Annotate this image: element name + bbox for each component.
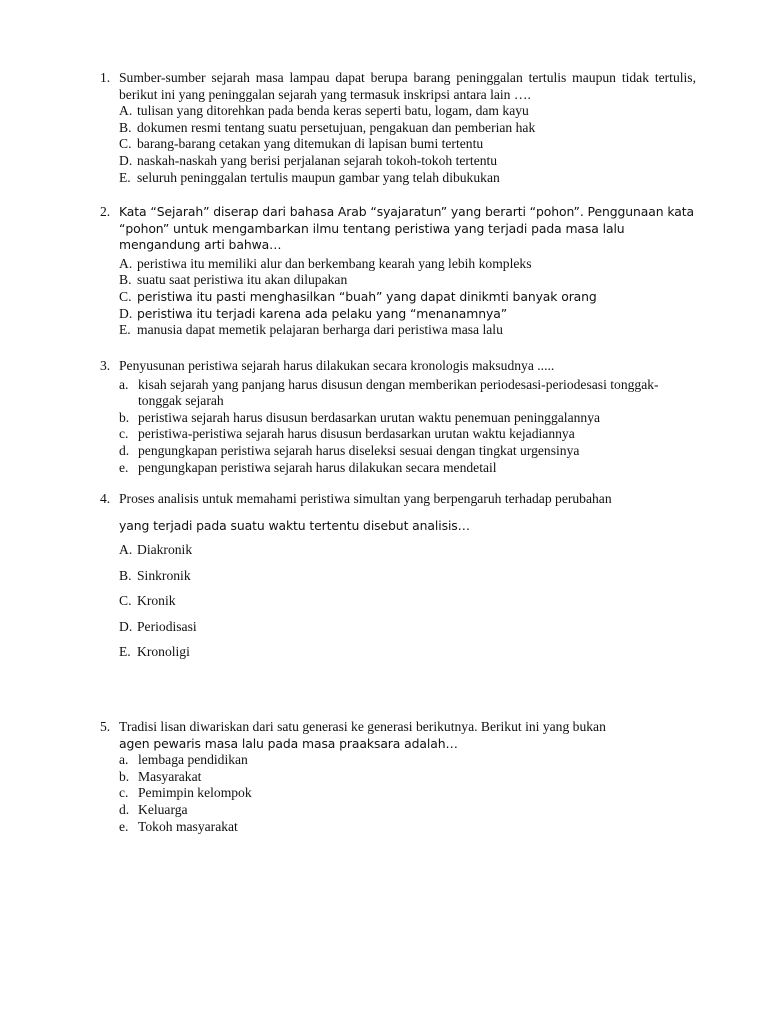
option-a [119,542,696,568]
option-list [100,256,696,339]
option-letter: D. [119,152,133,168]
option-e [119,819,696,836]
option-letter: C. [119,136,132,152]
option-e [119,322,696,339]
question-5 [100,719,696,835]
option-a [119,377,696,410]
question-text: Tradisi lisan diwariskan dari satu generasi ke generasi berikutnya. Berikut ini yang bukan [119,719,606,734]
question-1 [100,70,696,186]
option-text: Kronoligi [137,644,190,660]
option-letter: E. [119,322,131,338]
question-3 [100,358,696,476]
option-d [119,153,696,170]
option-letter: d. [119,801,130,817]
option-letter: E. [119,644,131,660]
option-text: lembaga pendidikan [138,752,248,768]
option-a [119,256,696,273]
option-b [119,769,696,786]
option-letter: c. [119,426,129,442]
question-stem [100,719,696,736]
option-c [119,426,696,443]
question-stem [100,70,696,103]
option-letter: e. [119,818,129,834]
question-text: Sumber-sumber sejarah masa lampau dapat berupa barang peninggalan tertulis maupun tidak tertulis, berikut ini yang peninggalan sejarah yang termasuk inskripsi antara lain …. [119,70,696,102]
question-text: Penyusunan peristiwa sejarah harus dilakukan secara kronologis maksudnya ..... [119,358,555,373]
option-text: pengungkapan peristiwa sejarah harus diseleksi sesuai dengan tingkat urgensinya [138,442,580,458]
option-text: peristiwa itu pasti menghasilkan “buah” yang dapat dinikmti banyak orang [137,288,597,304]
option-text: suatu saat peristiwa itu akan dilupakan [137,272,348,288]
option-letter: a. [119,752,129,768]
option-d [119,802,696,819]
option-text: Periodisasi [137,618,197,634]
question-4 [100,491,696,670]
option-letter: c. [119,785,129,801]
option-letter: e. [119,459,129,475]
option-letter: a. [119,376,129,392]
question-2 [100,204,696,339]
option-text: peristiwa sejarah harus disusun berdasarkan urutan waktu penemuan peninggalannya [138,409,601,425]
option-text: Kronik [137,593,176,609]
option-letter: B. [119,272,132,288]
option-list [100,542,696,670]
option-letter: D. [119,305,133,321]
option-b [119,410,696,427]
option-text: peristiwa-peristiwa sejarah harus disusun berdasarkan urutan waktu kejadiannya [138,426,575,442]
option-b [119,120,696,137]
question-text-continued: agen pewaris masa lalu pada masa praaksara adalah… [119,735,458,751]
option-d [119,619,696,645]
option-text: peristiwa itu terjadi karena ada pelaku yang “menanamnya” [137,305,508,321]
option-text: Pemimpin kelompok [138,785,252,801]
question-number: 3. [100,358,111,373]
option-e [119,170,696,187]
question-text-continued: yang terjadi pada suatu waktu tertentu disebut analisis… [119,517,470,533]
question-number: 5. [100,719,111,734]
option-list [100,377,696,477]
option-text: naskah-naskah yang berisi perjalanan sejarah tokoh-tokoh tertentu [137,152,498,168]
question-stem-line-2 [100,736,696,753]
option-text: Tokoh masyarakat [138,818,238,834]
question-text: Kata “Sejarah” diserap dari bahasa Arab “syajaratun” yang berarti “pohon”. Penggunaan kata “pohon” untuk mengambarkan ilmu tentang peristiwa yang terjadi pada masa lalu mengandung arti bahwa… [119,204,694,253]
option-text: seluruh peninggalan tertulis maupun gambar yang telah dibukukan [137,169,500,185]
option-letter: B. [119,119,132,135]
option-letter: A. [119,542,133,558]
option-b [119,568,696,594]
option-c [119,785,696,802]
option-c [119,136,696,153]
option-letter: A. [119,103,133,119]
question-text: Proses analisis untuk memahami peristiwa simultan yang berpengaruh terhadap perubahan [119,491,612,506]
option-b [119,272,696,289]
option-letter: C. [119,593,132,609]
option-text: dokumen resmi tentang suatu persetujuan, pengakuan dan pemberian hak [137,119,536,135]
option-letter: B. [119,567,132,583]
option-d [119,306,696,323]
question-stem [100,358,696,375]
option-c [119,593,696,619]
question-number: 1. [100,70,111,85]
option-c [119,289,696,306]
option-letter: b. [119,768,130,784]
option-text: Sinkronik [137,567,191,583]
question-stem [100,491,696,508]
option-text: barang-barang cetakan yang ditemukan di lapisan bumi tertentu [137,136,484,152]
option-letter: E. [119,169,131,185]
option-list [100,752,696,835]
option-text: peristiwa itu memiliki alur dan berkembang kearah yang lebih kompleks [137,255,532,271]
option-letter: C. [119,288,132,304]
option-d [119,443,696,460]
option-text: Masyarakat [138,768,202,784]
option-letter: A. [119,255,133,271]
question-number: 2. [100,204,111,219]
option-list [100,103,696,186]
option-text: Keluarga [138,801,188,817]
option-letter: d. [119,442,130,458]
question-stem [100,204,696,254]
option-text: tulisan yang ditorehkan pada benda keras seperti batu, logam, dam kayu [137,103,529,119]
option-text: Diakronik [137,542,193,558]
indent-spacer [100,736,119,753]
option-letter: b. [119,409,130,425]
option-text: pengungkapan peristiwa sejarah harus dilakukan secara mendetail [138,459,497,475]
option-a [119,103,696,120]
option-a [119,752,696,769]
option-text: manusia dapat memetik pelajaran berharga dari peristiwa masa lalu [137,322,503,338]
option-text: kisah sejarah yang panjang harus disusun dengan memberikan periodesasi-periodesasi tonggak-tonggak sejarah [138,376,659,409]
option-letter: D. [119,618,133,634]
option-e [119,460,696,477]
option-e [119,644,696,670]
question-number: 4. [100,491,111,506]
